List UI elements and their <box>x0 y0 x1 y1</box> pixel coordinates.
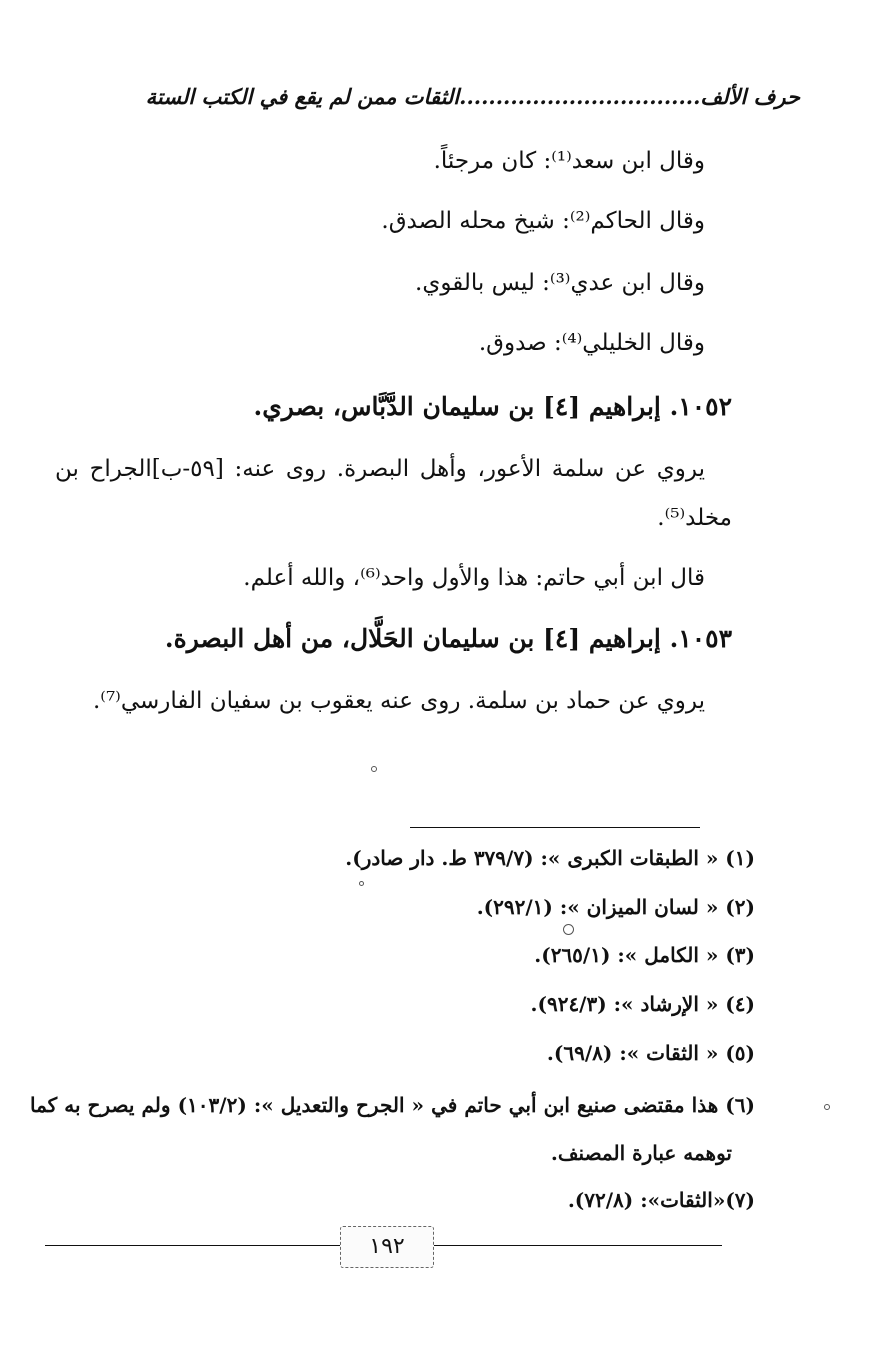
entry-1052-heading: ١٠٥٢. إبراهيم [٤] بن سليمان الدَّبَّاس، بصري. <box>253 392 732 421</box>
body-line-ibn-adi: وقال ابن عدي⁽³⁾: ليس بالقوي. <box>415 270 705 296</box>
scan-speck <box>563 924 574 935</box>
running-head: حرف الألف.................................الثقات ممن لم يقع في الكتب الستة <box>145 84 800 109</box>
entry-1053-heading: ١٠٥٣. إبراهيم [٤] بن سليمان الحَلَّال، من أهل البصرة. <box>164 624 732 653</box>
footnote-6-line1: (٦) هذا مقتضى صنيع ابن أبي حاتم في « الجرح والتعديل »: (١٠٣/٢) ولم يصرح به كما <box>30 1093 755 1117</box>
scan-speck <box>359 881 364 886</box>
page-number: ١٩٢ <box>340 1226 434 1268</box>
footnote-1: (١) « الطبقات الكبرى »: (٣٧٩/٧ ط. دار صادر). <box>345 846 755 870</box>
bottom-rule-left <box>45 1245 340 1246</box>
bottom-rule-right <box>432 1245 722 1246</box>
footnote-separator <box>410 827 700 828</box>
footnote-6-line2: توهمه عبارة المصنف. <box>550 1141 732 1165</box>
entry-1052-text-line3: قال ابن أبي حاتم: هذا والأول واحد⁽⁶⁾، والله أعلم. <box>243 565 705 591</box>
footnote-3: (٣) « الكامل »: (٢٦٥/١). <box>534 943 755 967</box>
body-line-al-khalili: وقال الخليلي⁽⁴⁾: صدوق. <box>478 330 705 356</box>
footnote-2: (٢) « لسان الميزان »: (٢٩٢/١). <box>476 895 755 919</box>
entry-1053-text-line1: يروي عن حماد بن سلمة. روى عنه يعقوب بن سفيان الفارسي⁽⁷⁾. <box>92 688 705 714</box>
footnote-4: (٤) « الإرشاد »: (٩٢٤/٣). <box>530 992 755 1016</box>
body-line-al-hakim: وقال الحاكم⁽²⁾: شيخ محله الصدق. <box>381 208 705 234</box>
scan-speck <box>824 1104 830 1110</box>
body-line-ibn-saad: وقال ابن سعد⁽¹⁾: كان مرجئاً. <box>433 148 705 174</box>
entry-1052-text-line2: مخلد⁽⁵⁾. <box>657 505 732 531</box>
entry-1052-text-line1: يروي عن سلمة الأعور، وأهل البصرة. روى عنه: [٥٩-ب]الجراح بن <box>55 456 705 482</box>
footnote-7: (٧)«الثقات»: (٧٢/٨). <box>567 1188 755 1212</box>
scan-speck <box>371 766 377 772</box>
footnote-5: (٥) « الثقات »: (٦٩/٨). <box>546 1041 755 1065</box>
